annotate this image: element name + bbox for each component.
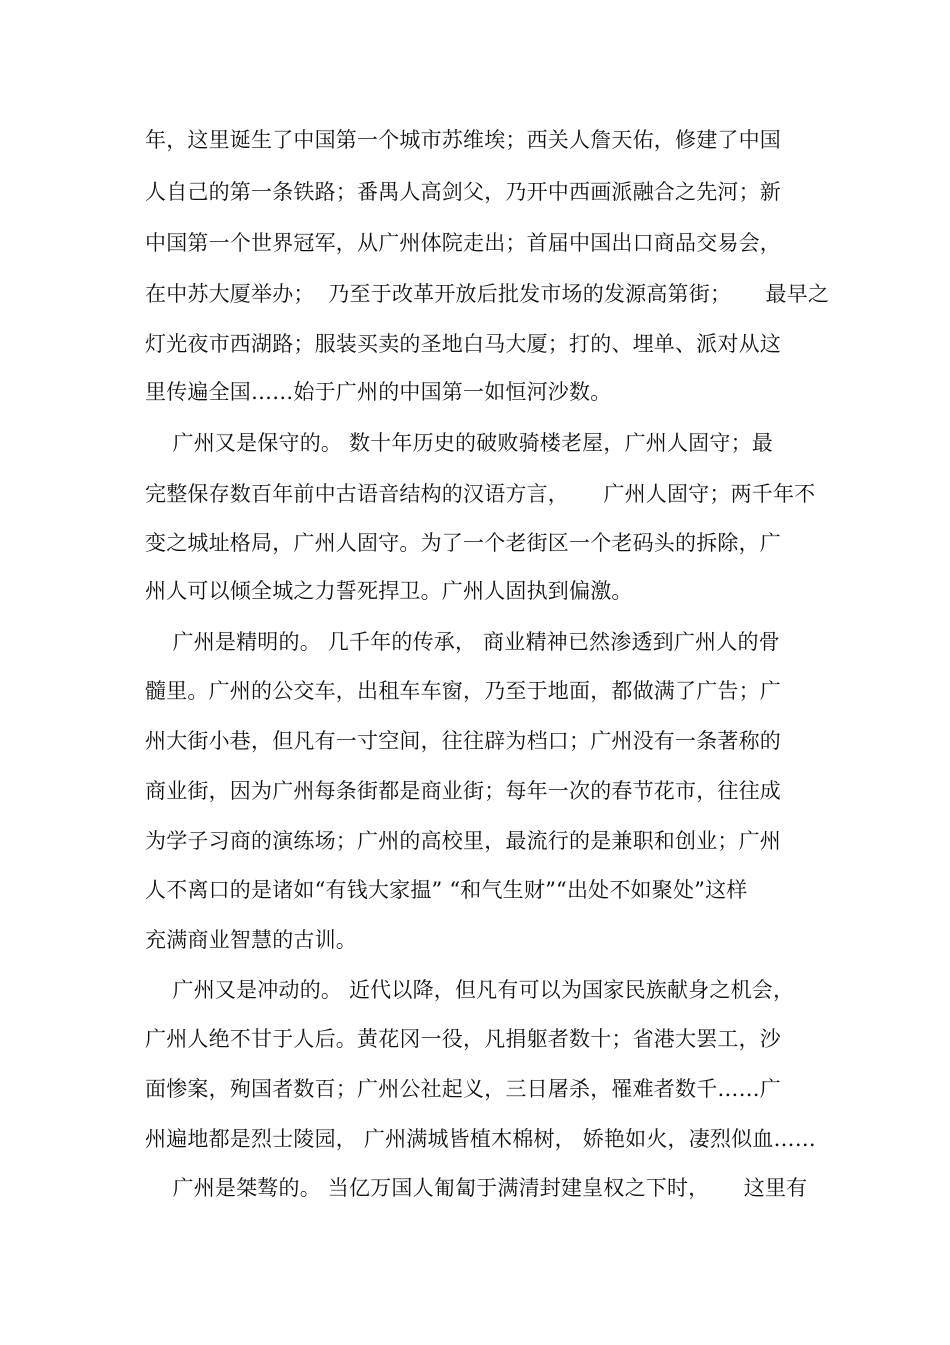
paragraph-first-line: 广州又是保守的。 数十年历史的破败骑楼老屋，广州人固守；最 [145, 431, 773, 455]
text-line: 中国第一个世界冠军，从广州体院走出；首届中国出口商品交易会， [145, 231, 781, 255]
text-line: 州人可以倾全城之力誓死捍卫。广州人固执到偏激。 [145, 579, 633, 603]
text-line: 变之城址格局，广州人固守。为了一个老街区一个老码头的拆除，广 [145, 531, 781, 555]
text-line: 面惨案，殉国者数百；广州公社起义，三日屠杀，罹难者数千……广 [145, 1077, 781, 1101]
text-line: 年，这里诞生了中国第一个城市苏维埃；西关人詹天佑，修建了中国 [145, 128, 781, 152]
text-line: 完整保存数百年前中古语音结构的汉语方言， 广州人固守；两千年不 [145, 482, 816, 506]
text-line: 广州人绝不甘于人后。黄花冈一役，凡捐躯者数十；省港大罢工，沙 [145, 1027, 781, 1051]
text-line: 里传遍全国……始于广州的中国第一如恒河沙数。 [145, 380, 612, 404]
paragraph-first-line: 广州又是冲动的。 近代以降，但凡有可以为国家民族献身之机会， [145, 978, 795, 1002]
text-line: 充满商业智慧的古训。 [145, 928, 357, 952]
text-line: 商业街，因为广州每条街都是商业街；每年一次的春节花市，往往成 [145, 779, 781, 803]
text-line: 灯光夜市西湖路；服装买卖的圣地白马大厦；打的、埋单、派对从这 [145, 332, 781, 356]
text-line: 为学子习商的演练场；广州的高校里，最流行的是兼职和创业；广州 [145, 829, 781, 853]
text-line: 人自己的第一条铁路；番禺人高剑父，乃开中西画派融合之先河；新 [145, 180, 781, 204]
paragraph-first-line: 广州是精明的。 几千年的传承， 商业精神已然渗透到广州人的骨 [145, 630, 780, 654]
paragraph-first-line: 广州是桀骜的。 当亿万国人匍匐于满清封建皇权之下时， 这里有 [145, 1176, 808, 1200]
text-line: 在中苏大厦举办； 乃至于改革开放后批发市场的发源高第街； 最早之 [145, 282, 830, 306]
text-line: 州大街小巷，但凡有一寸空间，往往辟为档口；广州没有一条著称的 [145, 729, 781, 753]
text-line: 人不离口的是诸如“有钱大家揾” “和气生财”“出处不如聚处”这样 [145, 878, 748, 902]
text-line: 州遍地都是烈士陵园， 广州满城皆植木棉树， 娇艳如火，凄烈似血…… [145, 1127, 816, 1151]
text-line: 髓里。广州的公交车，出租车车窗，乃至于地面，都做满了广告；广 [145, 679, 781, 703]
